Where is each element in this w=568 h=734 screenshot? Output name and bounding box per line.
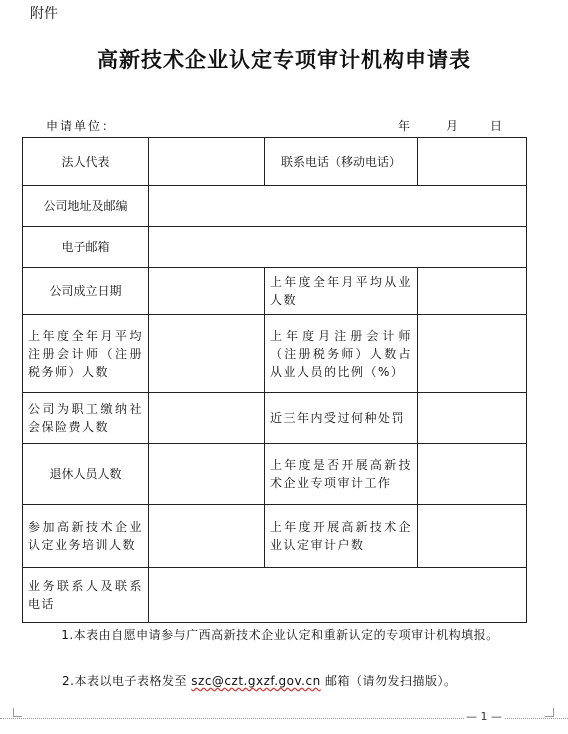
application-form-table [22,137,527,623]
note-2 [62,672,457,690]
note-1: 1.本表由自愿申请参与广西高新技术企业认定和重新认定的专项审计机构填报。 [61,628,499,642]
contact-label: 业务联系人及联系电话 [23,568,149,623]
retired-field[interactable] [149,444,265,505]
penalty-field[interactable] [418,393,527,444]
insured-field[interactable] [149,393,265,444]
audit-count-field[interactable] [418,505,527,568]
document-title: 高新技术企业认定专项审计机构申请表 [97,48,471,72]
address-field[interactable] [149,186,527,227]
address-label: 公司地址及邮编 [23,186,149,227]
avg-cpa-label: 上年度全年月平均注册会计师（注册税务师）人数 [23,315,149,393]
date-day-label: 日 [490,119,503,133]
legal-rep-field[interactable] [149,138,265,186]
applicant-label: 申请单位： [46,119,117,133]
date-year-label: 年 [398,119,411,133]
founded-field[interactable] [149,268,265,315]
contact-field[interactable] [149,568,527,623]
phone-field[interactable] [418,138,527,186]
audit-done-label: 上年度是否开展高新技术企业专项审计工作 [265,444,418,505]
cpa-ratio-field[interactable] [418,315,527,393]
page-corner-mark [545,708,554,717]
penalty-label: 近三年内受过何种处罚 [265,393,418,444]
trained-field[interactable] [149,505,265,568]
table-row [23,505,527,568]
trained-label: 参加高新技术企业认定业务培训人数 [23,505,149,568]
note-2-email: szc@czt.gxzf.gov.cn [191,674,321,688]
insured-label: 公司为职工缴纳社会保险费人数 [23,393,149,444]
table-row [23,393,527,444]
avg-staff-field[interactable] [418,268,527,315]
legal-rep-label: 法人代表 [23,138,149,186]
note-2-prefix: 2.本表以电子表格发至 [62,674,187,688]
date-month-label: 月 [446,119,459,133]
table-row [23,186,527,227]
audit-count-label: 上年度开展高新技术企业认定审计户数 [265,505,418,568]
email-field[interactable] [149,227,527,268]
audit-done-field[interactable] [418,444,527,505]
page-corner-mark [13,708,22,717]
cpa-ratio-label: 上年度月注册会计师（注册税务师）人数占从业人员的比例（%） [265,315,418,393]
retired-label: 退休人员人数 [23,444,149,505]
table-row [23,568,527,623]
table-row [23,227,527,268]
phone-label: 联系电话（移动电话） [265,138,418,186]
note-2-suffix: 邮箱（请勿发扫描版）。 [325,674,457,688]
email-label: 电子邮箱 [23,227,149,268]
table-row [23,315,527,393]
table-row [23,138,527,186]
page-number: — 1 — [466,710,502,723]
table-row [23,444,527,505]
avg-cpa-field[interactable] [149,315,265,393]
attachment-label: 附件 [30,6,58,22]
avg-staff-label: 上年度全年月平均从业人数 [265,268,418,315]
table-row [23,268,527,315]
founded-label: 公司成立日期 [23,268,149,315]
